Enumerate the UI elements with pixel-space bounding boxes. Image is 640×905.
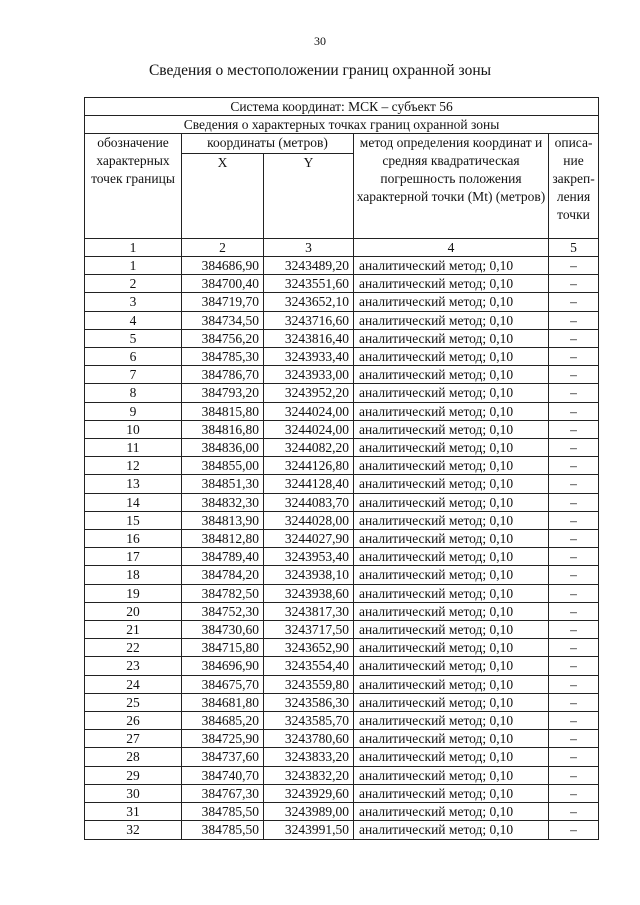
point-number: 25 — [85, 693, 182, 711]
method-cell: аналитический метод; 0,10 — [354, 584, 549, 602]
x-coordinate: 384752,30 — [182, 602, 264, 620]
description-cell: – — [549, 329, 599, 347]
table-row — [85, 566, 599, 584]
x-coordinate: 384719,70 — [182, 293, 264, 311]
y-coordinate: 3243717,50 — [264, 621, 354, 639]
x-coordinate: 384816,80 — [182, 420, 264, 438]
point-number: 26 — [85, 712, 182, 730]
point-number: 13 — [85, 475, 182, 493]
table-row — [85, 311, 599, 329]
x-coordinate: 384737,60 — [182, 748, 264, 766]
point-number: 27 — [85, 730, 182, 748]
y-coordinate: 3243554,40 — [264, 657, 354, 675]
table-row — [85, 511, 599, 529]
y-coordinate: 3243832,20 — [264, 766, 354, 784]
point-number: 30 — [85, 784, 182, 802]
table-row — [85, 748, 599, 766]
header-method: метод определения координат и средняя квадратическая погрешность положения характерной точки (Mt) (метров) — [354, 134, 549, 239]
y-coordinate: 3244082,20 — [264, 439, 354, 457]
y-coordinate: 3243551,60 — [264, 275, 354, 293]
table-row — [85, 730, 599, 748]
x-coordinate: 384785,50 — [182, 803, 264, 821]
description-cell: – — [549, 821, 599, 839]
method-cell: аналитический метод; 0,10 — [354, 784, 549, 802]
x-coordinate: 384740,70 — [182, 766, 264, 784]
table-row — [85, 821, 599, 839]
x-coordinate: 384832,30 — [182, 493, 264, 511]
method-cell: аналитический метод; 0,10 — [354, 402, 549, 420]
y-coordinate: 3243938,10 — [264, 566, 354, 584]
y-coordinate: 3243933,00 — [264, 366, 354, 384]
x-coordinate: 384812,80 — [182, 530, 264, 548]
y-coordinate: 3244024,00 — [264, 420, 354, 438]
y-coordinate: 3244027,90 — [264, 530, 354, 548]
table-row — [85, 602, 599, 620]
description-cell: – — [549, 402, 599, 420]
x-coordinate: 384851,30 — [182, 475, 264, 493]
method-cell: аналитический метод; 0,10 — [354, 639, 549, 657]
method-cell: аналитический метод; 0,10 — [354, 748, 549, 766]
description-cell: – — [549, 511, 599, 529]
method-cell: аналитический метод; 0,10 — [354, 348, 549, 366]
description-cell: – — [549, 657, 599, 675]
point-number: 4 — [85, 311, 182, 329]
description-cell: – — [549, 621, 599, 639]
description-cell: – — [549, 675, 599, 693]
description-cell: – — [549, 639, 599, 657]
x-coordinate: 384793,20 — [182, 384, 264, 402]
method-cell: аналитический метод; 0,10 — [354, 366, 549, 384]
description-cell: – — [549, 293, 599, 311]
table-row — [85, 693, 599, 711]
x-coordinate: 384855,00 — [182, 457, 264, 475]
table-header — [85, 98, 599, 257]
method-cell: аналитический метод; 0,10 — [354, 548, 549, 566]
point-number: 22 — [85, 639, 182, 657]
point-number: 24 — [85, 675, 182, 693]
point-number: 3 — [85, 293, 182, 311]
header-coordinates: координаты (метров) — [182, 134, 354, 154]
point-number: 8 — [85, 384, 182, 402]
x-coordinate: 384681,80 — [182, 693, 264, 711]
coordinate-system-row: Система координат: МСК – субъект 56 — [85, 98, 599, 116]
y-coordinate: 3243489,20 — [264, 257, 354, 275]
y-coordinate: 3243586,30 — [264, 693, 354, 711]
x-coordinate: 384786,70 — [182, 366, 264, 384]
method-cell: аналитический метод; 0,10 — [354, 675, 549, 693]
table-row — [85, 402, 599, 420]
y-coordinate: 3243989,00 — [264, 803, 354, 821]
point-number: 17 — [85, 548, 182, 566]
table-row — [85, 293, 599, 311]
y-coordinate: 3243952,20 — [264, 384, 354, 402]
x-coordinate: 384685,20 — [182, 712, 264, 730]
description-cell: – — [549, 475, 599, 493]
table-row — [85, 493, 599, 511]
description-cell: – — [549, 566, 599, 584]
table-row — [85, 766, 599, 784]
y-coordinate: 3243652,90 — [264, 639, 354, 657]
table-row — [85, 384, 599, 402]
x-coordinate: 384734,50 — [182, 311, 264, 329]
table-row — [85, 439, 599, 457]
point-number: 21 — [85, 621, 182, 639]
description-cell: – — [549, 420, 599, 438]
table-row — [85, 257, 599, 275]
y-coordinate: 3244028,00 — [264, 511, 354, 529]
info-row: Сведения о характерных точках границ охранной зоны — [85, 116, 599, 134]
column-number: 1 — [85, 239, 182, 257]
y-coordinate: 3243929,60 — [264, 784, 354, 802]
method-cell: аналитический метод; 0,10 — [354, 712, 549, 730]
point-number: 9 — [85, 402, 182, 420]
y-coordinate: 3243585,70 — [264, 712, 354, 730]
y-coordinate: 3243652,10 — [264, 293, 354, 311]
y-coordinate: 3244126,80 — [264, 457, 354, 475]
y-coordinate: 3243817,30 — [264, 602, 354, 620]
table-row — [85, 348, 599, 366]
description-cell: – — [549, 602, 599, 620]
method-cell: аналитический метод; 0,10 — [354, 530, 549, 548]
y-coordinate: 3243933,40 — [264, 348, 354, 366]
method-cell: аналитический метод; 0,10 — [354, 730, 549, 748]
y-coordinate: 3243780,60 — [264, 730, 354, 748]
description-cell: – — [549, 748, 599, 766]
description-cell: – — [549, 439, 599, 457]
method-cell: аналитический метод; 0,10 — [354, 384, 549, 402]
description-cell: – — [549, 584, 599, 602]
x-coordinate: 384756,20 — [182, 329, 264, 347]
x-coordinate: 384686,90 — [182, 257, 264, 275]
y-coordinate: 3243559,80 — [264, 675, 354, 693]
method-cell: аналитический метод; 0,10 — [354, 329, 549, 347]
method-cell: аналитический метод; 0,10 — [354, 293, 549, 311]
table-row — [85, 329, 599, 347]
description-cell: – — [549, 730, 599, 748]
column-number: 2 — [182, 239, 264, 257]
point-number: 31 — [85, 803, 182, 821]
y-coordinate: 3243991,50 — [264, 821, 354, 839]
point-number: 2 — [85, 275, 182, 293]
header-x: X — [182, 154, 264, 239]
table-row — [85, 584, 599, 602]
table-row — [85, 784, 599, 802]
header-description: описа-ние закреп-ления точки — [549, 134, 599, 239]
y-coordinate: 3243938,60 — [264, 584, 354, 602]
x-coordinate: 384789,40 — [182, 548, 264, 566]
page-number: 30 — [314, 34, 326, 48]
x-coordinate: 384725,90 — [182, 730, 264, 748]
x-coordinate: 384715,80 — [182, 639, 264, 657]
point-number: 29 — [85, 766, 182, 784]
point-number: 1 — [85, 257, 182, 275]
description-cell: – — [549, 384, 599, 402]
point-number: 14 — [85, 493, 182, 511]
description-cell: – — [549, 784, 599, 802]
method-cell: аналитический метод; 0,10 — [354, 475, 549, 493]
column-numbers-row — [85, 239, 599, 257]
x-coordinate: 384696,90 — [182, 657, 264, 675]
header-y: Y — [264, 154, 354, 239]
point-number: 18 — [85, 566, 182, 584]
x-coordinate: 384815,80 — [182, 402, 264, 420]
coordinates-table — [84, 97, 599, 840]
point-number: 15 — [85, 511, 182, 529]
table-row — [85, 639, 599, 657]
description-cell: – — [549, 348, 599, 366]
method-cell: аналитический метод; 0,10 — [354, 766, 549, 784]
method-cell: аналитический метод; 0,10 — [354, 803, 549, 821]
method-cell: аналитический метод; 0,10 — [354, 439, 549, 457]
description-cell: – — [549, 311, 599, 329]
x-coordinate: 384785,50 — [182, 821, 264, 839]
description-cell: – — [549, 712, 599, 730]
y-coordinate: 3243833,20 — [264, 748, 354, 766]
method-cell: аналитический метод; 0,10 — [354, 821, 549, 839]
document-title: Сведения о местоположении границ охранной зоны — [148, 62, 492, 79]
header-designation: обозначение характерных точек границы — [85, 134, 182, 239]
description-cell: – — [549, 493, 599, 511]
method-cell: аналитический метод; 0,10 — [354, 693, 549, 711]
method-cell: аналитический метод; 0,10 — [354, 621, 549, 639]
point-number: 6 — [85, 348, 182, 366]
table-row — [85, 712, 599, 730]
point-number: 19 — [85, 584, 182, 602]
x-coordinate: 384767,30 — [182, 784, 264, 802]
description-cell: – — [549, 257, 599, 275]
description-cell: – — [549, 366, 599, 384]
method-cell: аналитический метод; 0,10 — [354, 566, 549, 584]
y-coordinate: 3244083,70 — [264, 493, 354, 511]
description-cell: – — [549, 693, 599, 711]
table-row — [85, 657, 599, 675]
table-row — [85, 475, 599, 493]
point-number: 20 — [85, 602, 182, 620]
point-number: 28 — [85, 748, 182, 766]
point-number: 11 — [85, 439, 182, 457]
table-row — [85, 675, 599, 693]
table-row — [85, 803, 599, 821]
y-coordinate: 3243816,40 — [264, 329, 354, 347]
y-coordinate: 3243716,60 — [264, 311, 354, 329]
column-number: 4 — [354, 239, 549, 257]
y-coordinate: 3244128,40 — [264, 475, 354, 493]
description-cell: – — [549, 275, 599, 293]
table-body — [85, 257, 599, 840]
y-coordinate: 3244024,00 — [264, 402, 354, 420]
description-cell: – — [549, 803, 599, 821]
description-cell: – — [549, 548, 599, 566]
x-coordinate: 384730,60 — [182, 621, 264, 639]
x-coordinate: 384784,20 — [182, 566, 264, 584]
x-coordinate: 384675,70 — [182, 675, 264, 693]
column-number: 3 — [264, 239, 354, 257]
x-coordinate: 384782,50 — [182, 584, 264, 602]
method-cell: аналитический метод; 0,10 — [354, 311, 549, 329]
column-number: 5 — [549, 239, 599, 257]
point-number: 5 — [85, 329, 182, 347]
method-cell: аналитический метод; 0,10 — [354, 511, 549, 529]
point-number: 12 — [85, 457, 182, 475]
point-number: 23 — [85, 657, 182, 675]
point-number: 16 — [85, 530, 182, 548]
x-coordinate: 384836,00 — [182, 439, 264, 457]
x-coordinate: 384813,90 — [182, 511, 264, 529]
table-row — [85, 548, 599, 566]
description-cell: – — [549, 530, 599, 548]
point-number: 7 — [85, 366, 182, 384]
method-cell: аналитический метод; 0,10 — [354, 493, 549, 511]
method-cell: аналитический метод; 0,10 — [354, 602, 549, 620]
table-row — [85, 366, 599, 384]
method-cell: аналитический метод; 0,10 — [354, 275, 549, 293]
method-cell: аналитический метод; 0,10 — [354, 420, 549, 438]
y-coordinate: 3243953,40 — [264, 548, 354, 566]
table-row — [85, 420, 599, 438]
table-row — [85, 530, 599, 548]
x-coordinate: 384785,30 — [182, 348, 264, 366]
method-cell: аналитический метод; 0,10 — [354, 257, 549, 275]
x-coordinate: 384700,40 — [182, 275, 264, 293]
description-cell: – — [549, 457, 599, 475]
description-cell: – — [549, 766, 599, 784]
table-row — [85, 457, 599, 475]
table-row — [85, 275, 599, 293]
method-cell: аналитический метод; 0,10 — [354, 657, 549, 675]
point-number: 32 — [85, 821, 182, 839]
point-number: 10 — [85, 420, 182, 438]
table-row — [85, 621, 599, 639]
method-cell: аналитический метод; 0,10 — [354, 457, 549, 475]
